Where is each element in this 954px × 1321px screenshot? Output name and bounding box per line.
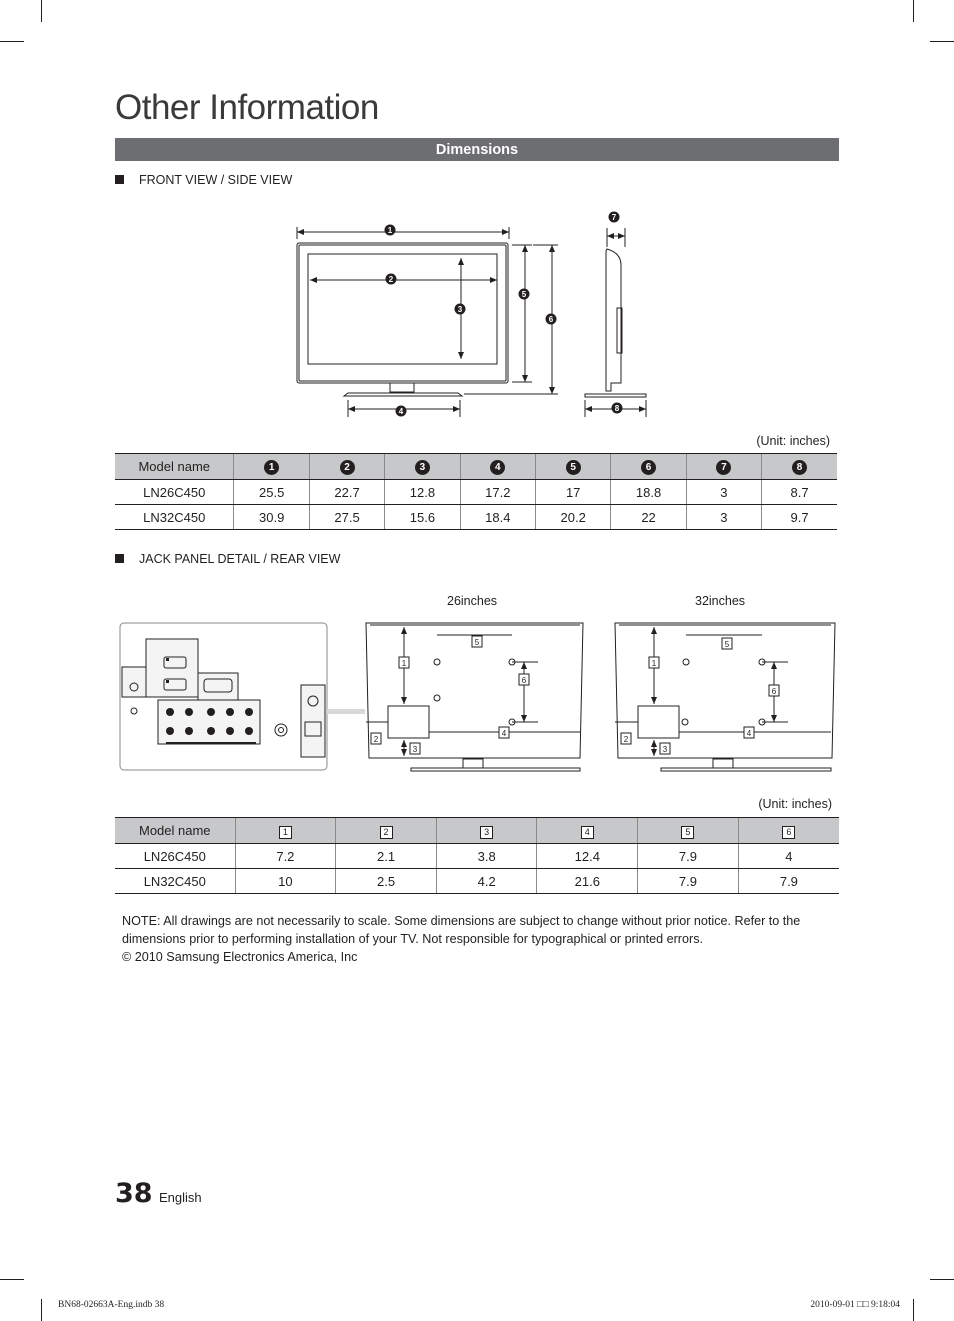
rear-callout: 3 (412, 745, 418, 754)
header-col: 1 (234, 454, 309, 480)
table-row: LN26C450 7.2 2.1 3.8 12.4 7.9 4 (115, 844, 839, 869)
footer-file-info: BN68-02663A-Eng.indb 38 (58, 1300, 165, 1310)
table-row: LN26C450 25.5 22.7 12.8 17.2 17 18.8 3 8.7 (115, 480, 837, 505)
header-col: 3 (385, 454, 460, 480)
rear-callout: 1 (651, 659, 657, 668)
crop-mark (930, 1279, 954, 1280)
rear-callout: 1 (401, 659, 407, 668)
crop-mark (41, 1299, 42, 1321)
label-32inches: 32inches (695, 594, 746, 608)
header-col: 7 (686, 454, 761, 480)
side-callout: 8 (614, 404, 620, 413)
jack-panel-rear-view-drawing (118, 615, 840, 780)
front-callout: 3 (457, 305, 463, 314)
header-col: 3 (436, 818, 537, 844)
page-number: 38 (115, 1178, 153, 1209)
note-text: NOTE: All drawings are not necessarily to scale. Some dimensions are subject to change without prior notice. Refer to the dimensions prior to performing installation of your TV. Not responsible for typographical or printed errors. (122, 914, 801, 946)
front-callout: 1 (387, 226, 393, 235)
jack-panel-heading: JACK PANEL DETAIL / REAR VIEW (115, 552, 340, 566)
section-bar: Dimensions (115, 138, 839, 161)
header-col: 4 (537, 818, 638, 844)
header-col: 2 (336, 818, 437, 844)
crop-mark (913, 0, 914, 22)
crop-mark (41, 0, 42, 22)
bullet-square-icon (115, 554, 124, 563)
header-model: Model name (115, 818, 235, 844)
crop-mark (0, 41, 24, 42)
header-col: 6 (611, 454, 686, 480)
front-callout: 4 (398, 407, 404, 416)
header-col: 5 (638, 818, 739, 844)
dimensions-table-rear (115, 817, 839, 894)
page-title: Other Information (115, 88, 379, 127)
rear-callout: 3 (662, 745, 668, 754)
header-col: 8 (762, 454, 837, 480)
footer-timestamp: 2010-09-01 □□ 9:18:04 (810, 1300, 900, 1310)
table-header-row (115, 818, 839, 844)
rear-callout: 5 (474, 638, 480, 647)
table-row: LN32C450 10 2.5 4.2 21.6 7.9 7.9 (115, 869, 839, 894)
rear-callout: 2 (373, 735, 379, 744)
label-26inches: 26inches (447, 594, 498, 608)
table-row: LN32C450 30.9 27.5 15.6 18.4 20.2 22 3 9.7 (115, 505, 837, 530)
rear-callout: 2 (623, 735, 629, 744)
page-language: English (159, 1190, 202, 1205)
table1-unit: (Unit: inches) (756, 434, 830, 448)
header-model: Model name (115, 454, 234, 480)
table2-unit: (Unit: inches) (758, 797, 832, 811)
side-callout: 7 (611, 213, 617, 222)
header-col: 6 (738, 818, 839, 844)
rear-callout: 6 (521, 676, 527, 685)
front-callout: 5 (521, 290, 527, 299)
bullet-square-icon (115, 175, 124, 184)
header-col: 1 (235, 818, 336, 844)
front-callout: 2 (388, 275, 394, 284)
table-header-row (115, 454, 837, 480)
front-view-heading: FRONT VIEW / SIDE VIEW (115, 173, 292, 187)
header-col: 4 (460, 454, 535, 480)
front-side-view-drawing (280, 205, 660, 420)
header-col: 5 (535, 454, 610, 480)
header-col: 2 (309, 454, 384, 480)
front-callout: 6 (548, 315, 554, 324)
rear-callout: 6 (771, 687, 777, 696)
rear-callout: 4 (501, 729, 507, 738)
crop-mark (913, 1299, 914, 1321)
copyright-text: © 2010 Samsung Electronics America, Inc (122, 950, 358, 964)
note-block (122, 912, 842, 966)
crop-mark (0, 1279, 24, 1280)
rear-callout: 5 (724, 640, 730, 649)
crop-mark (930, 41, 954, 42)
rear-callout: 4 (746, 729, 752, 738)
dimensions-table-front (115, 453, 837, 530)
